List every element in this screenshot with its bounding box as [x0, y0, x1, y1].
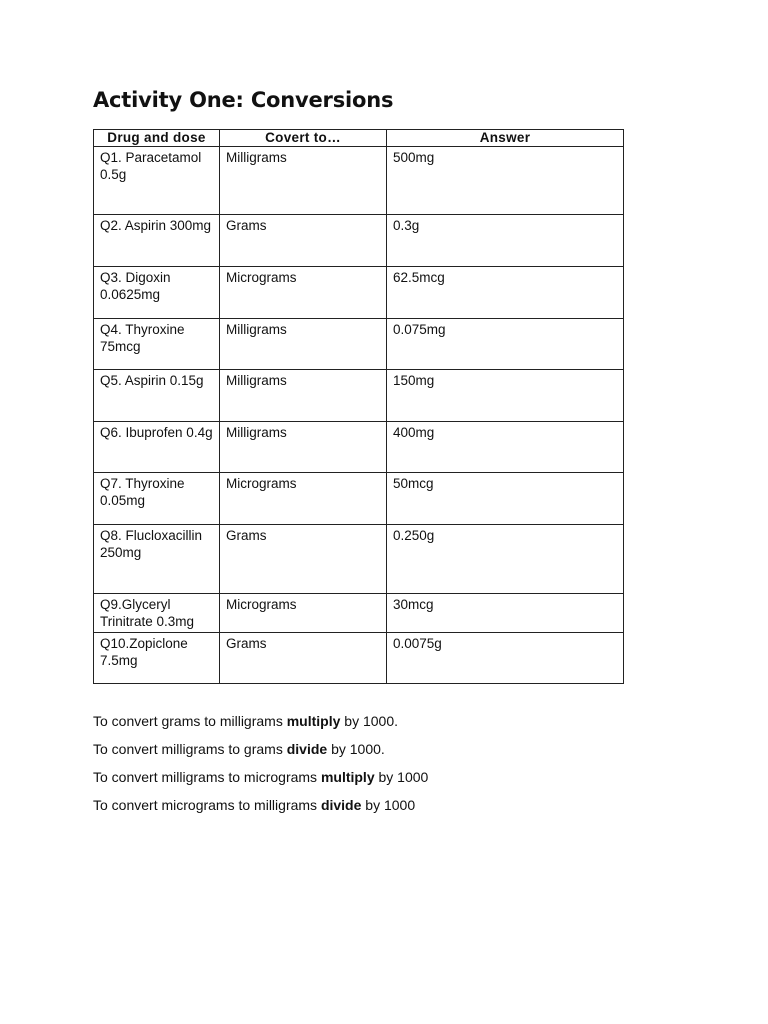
- header-convert-to: Covert to…: [220, 130, 387, 147]
- table-row: [94, 594, 624, 633]
- drug-cell: Q10.Zopiclone 7.5mg: [94, 633, 220, 684]
- convert-to-cell: Milligrams: [220, 422, 387, 473]
- table-row: [94, 473, 624, 525]
- convert-to-cell: Micrograms: [220, 594, 387, 633]
- answer-cell: 0.075mg: [387, 319, 624, 370]
- note-keyword: multiply: [320, 769, 375, 785]
- note-text: by 1000.: [340, 713, 398, 729]
- conversion-table: [93, 129, 624, 684]
- table-header-row: [94, 130, 624, 147]
- drug-cell: Q2. Aspirin 300mg: [94, 215, 220, 267]
- drug-cell: Q5. Aspirin 0.15g: [94, 370, 220, 422]
- conversion-notes: [93, 707, 428, 819]
- header-answer: Answer: [387, 130, 624, 147]
- convert-to-cell: Milligrams: [220, 319, 387, 370]
- answer-cell: 62.5mcg: [387, 267, 624, 319]
- answer-cell: 50mcg: [387, 473, 624, 525]
- note-text: by 1000.: [327, 741, 385, 757]
- note-keyword: multiply: [286, 713, 341, 729]
- drug-cell: Q9.Glyceryl Trinitrate 0.3mg: [94, 594, 220, 633]
- note-line: [93, 707, 428, 735]
- table-row: [94, 422, 624, 473]
- note-keyword: divide: [286, 741, 328, 757]
- table-row: [94, 319, 624, 370]
- header-drug-and-dose: Drug and dose: [94, 130, 220, 147]
- drug-cell: Q7. Thyroxine 0.05mg: [94, 473, 220, 525]
- answer-cell: 150mg: [387, 370, 624, 422]
- table-row: [94, 525, 624, 594]
- answer-cell: 0.0075g: [387, 633, 624, 684]
- answer-cell: 500mg: [387, 147, 624, 215]
- note-line: [93, 735, 428, 763]
- convert-to-cell: Grams: [220, 525, 387, 594]
- table-row: [94, 370, 624, 422]
- drug-cell: Q4. Thyroxine 75mcg: [94, 319, 220, 370]
- page-title: Activity One: Conversions: [93, 88, 394, 112]
- convert-to-cell: Grams: [220, 215, 387, 267]
- table-row: [94, 215, 624, 267]
- drug-cell: Q6. Ibuprofen 0.4g: [94, 422, 220, 473]
- convert-to-cell: Milligrams: [220, 370, 387, 422]
- answer-cell: 30mcg: [387, 594, 624, 633]
- answer-cell: 0.3g: [387, 215, 624, 267]
- convert-to-cell: Micrograms: [220, 473, 387, 525]
- note-text: To convert milligrams to micrograms: [93, 769, 321, 785]
- note-text: by 1000: [361, 797, 416, 813]
- convert-to-cell: Grams: [220, 633, 387, 684]
- convert-to-cell: Micrograms: [220, 267, 387, 319]
- note-text: To convert micrograms to milligrams: [93, 797, 321, 813]
- note-line: [93, 791, 428, 819]
- table-row: [94, 267, 624, 319]
- note-text: To convert milligrams to grams: [93, 741, 287, 757]
- drug-cell: Q3. Digoxin 0.0625mg: [94, 267, 220, 319]
- convert-to-cell: Milligrams: [220, 147, 387, 215]
- note-line: [93, 763, 428, 791]
- drug-cell: Q8. Flucloxacillin 250mg: [94, 525, 220, 594]
- table-row: [94, 633, 624, 684]
- answer-cell: 0.250g: [387, 525, 624, 594]
- answer-cell: 400mg: [387, 422, 624, 473]
- note-text: To convert grams to milligrams: [93, 713, 287, 729]
- table-row: [94, 147, 624, 215]
- drug-cell: Q1. Paracetamol 0.5g: [94, 147, 220, 215]
- note-text: by 1000: [374, 769, 429, 785]
- note-keyword: divide: [320, 797, 362, 813]
